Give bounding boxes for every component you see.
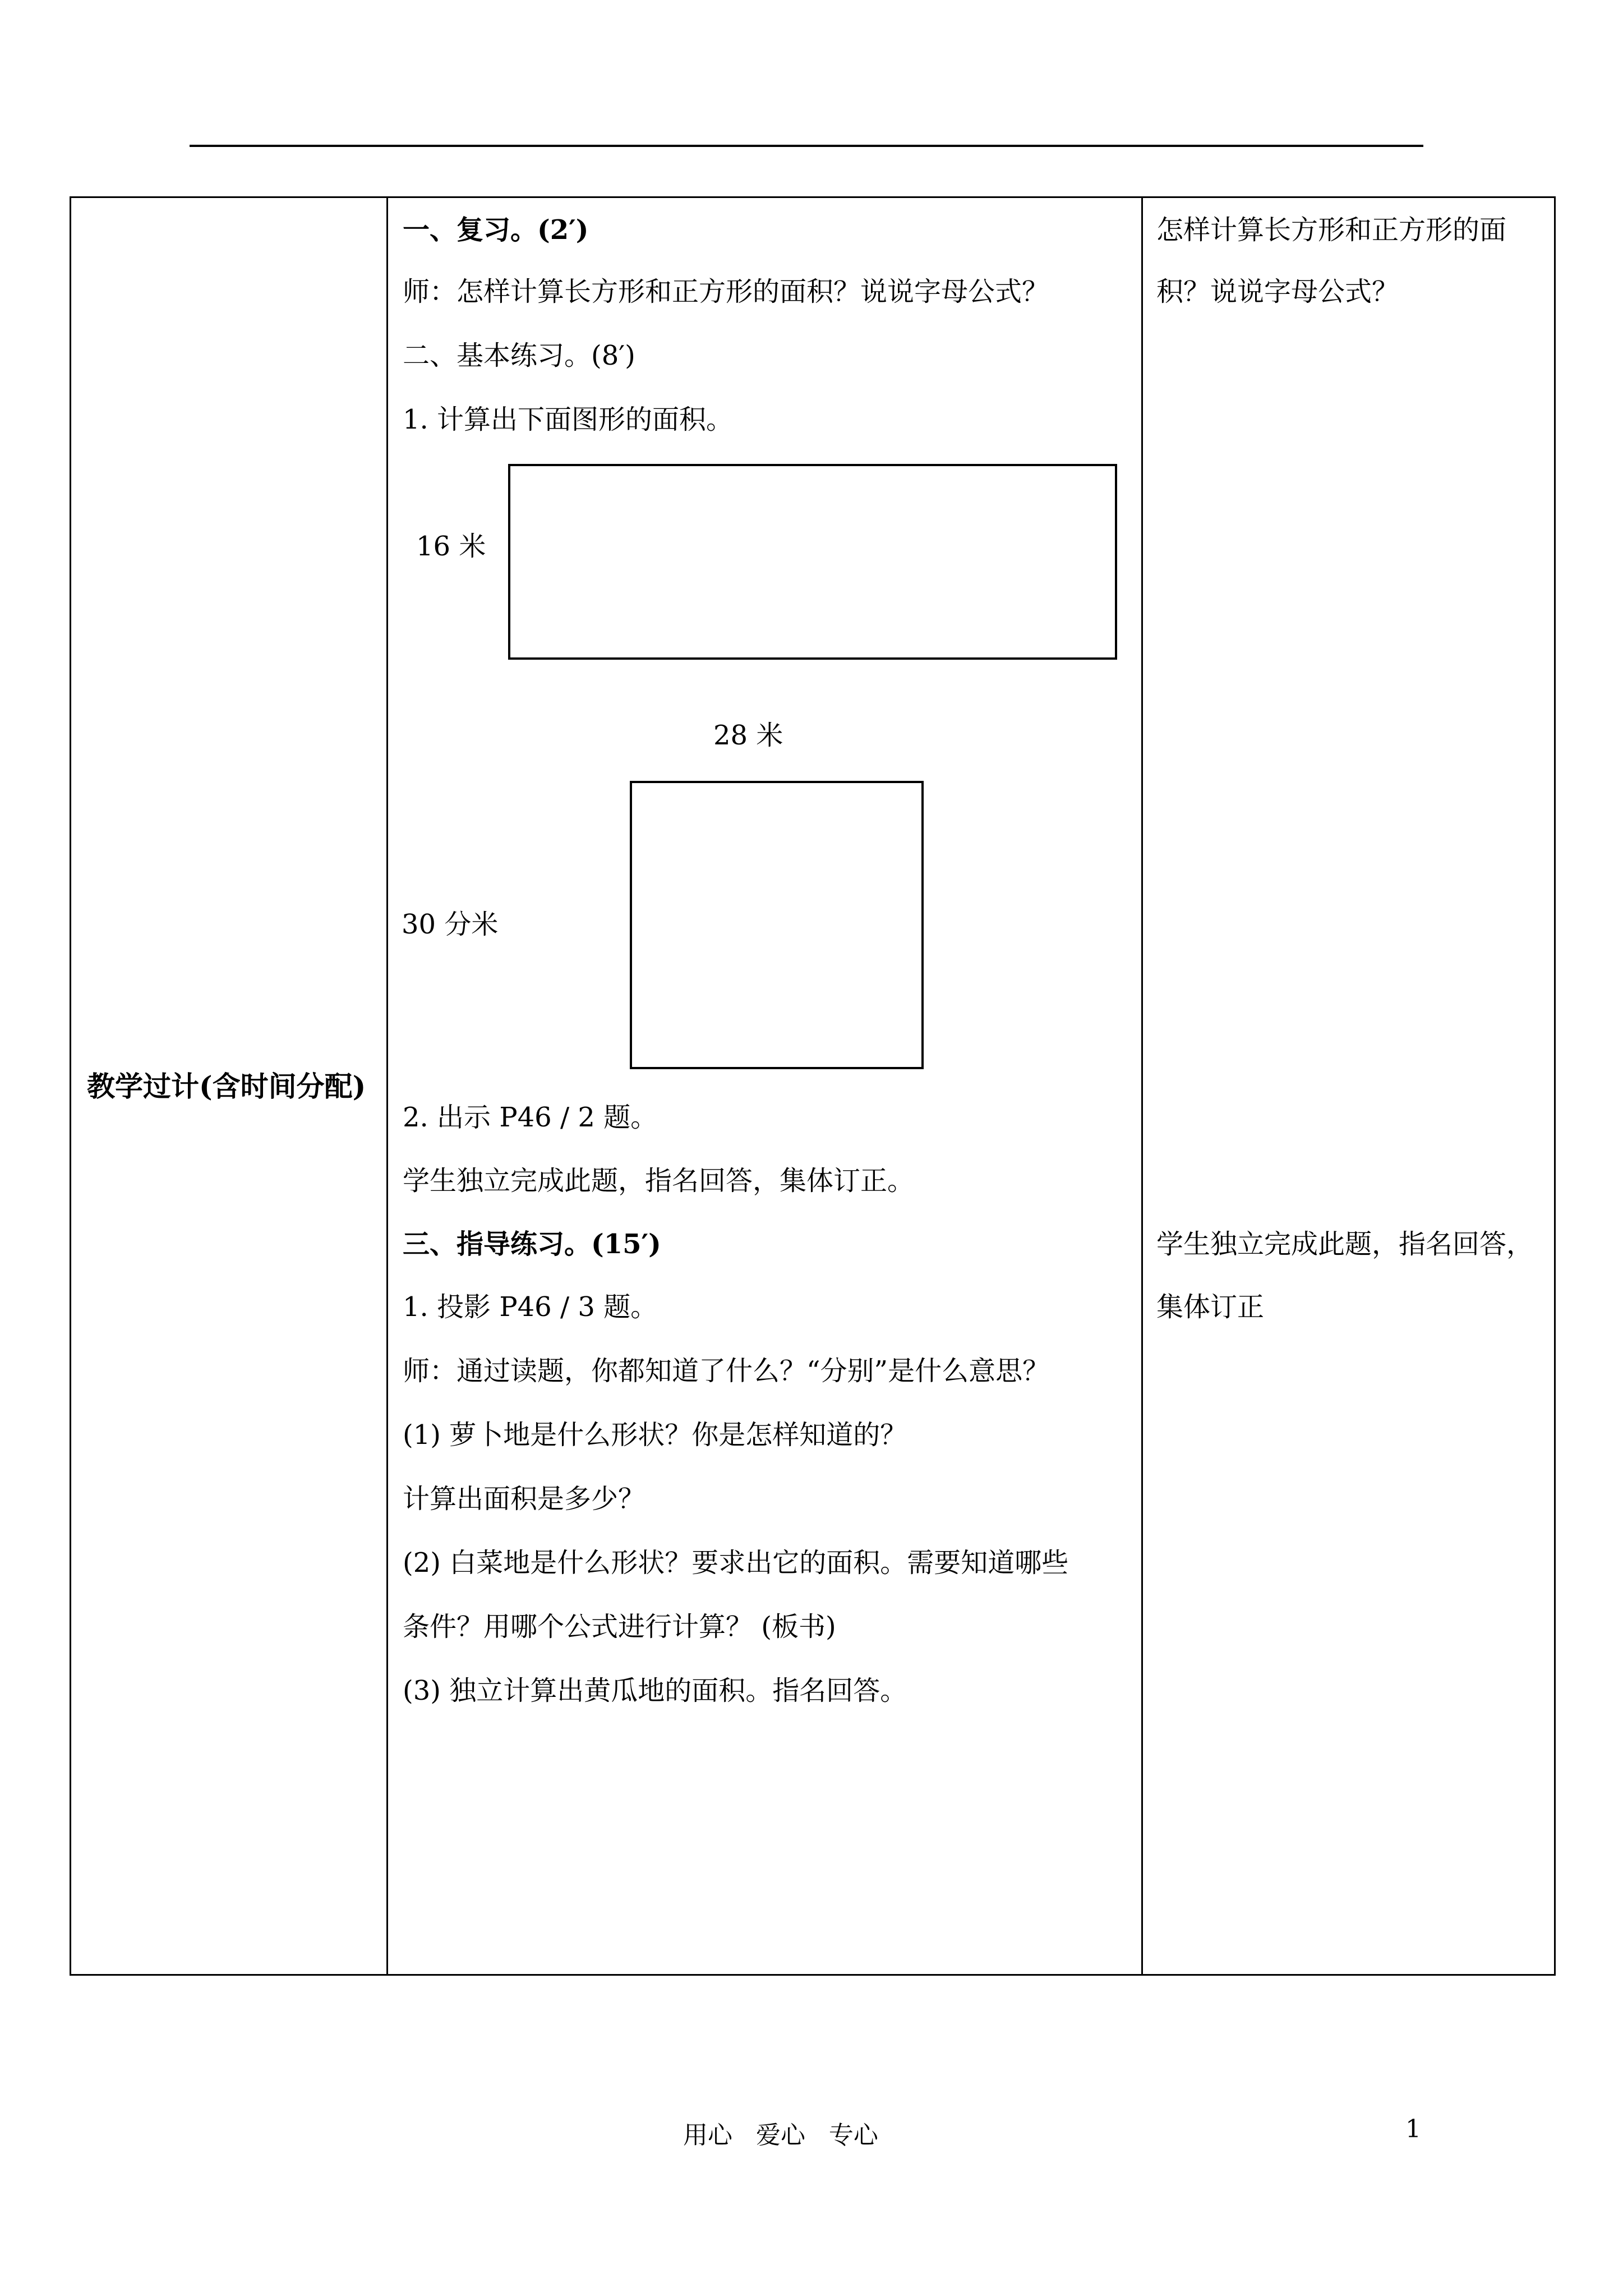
guided-item-1: 1. 投影 P46 / 3 题。 bbox=[403, 1291, 658, 1323]
practice-item-1: 1. 计算出下面图形的面积。 bbox=[403, 404, 734, 435]
guided-sub-2: (2) 白菜地是什么形状？要求出它的面积。需要知道哪些 bbox=[403, 1547, 1069, 1579]
section-label: 教学过计(含时间分配) bbox=[87, 1070, 366, 1103]
footer-motto: 用心 爱心 专心 bbox=[683, 2121, 878, 2150]
right-note-1a: 怎样计算长方形和正方形的面 bbox=[1156, 214, 1507, 246]
rectangle-figure bbox=[508, 464, 1117, 660]
guided-practice-heading: 三、指导练习。(15′) bbox=[403, 1228, 661, 1260]
guided-sub-3: (3) 独立计算出黄瓜地的面积。指名回答。 bbox=[403, 1675, 907, 1706]
column-divider-1 bbox=[386, 196, 388, 1976]
practice-item-2-note: 学生独立完成此题，指名回答，集体订正。 bbox=[403, 1165, 915, 1197]
rectangle-width-label: 28 米 bbox=[713, 720, 783, 751]
header-rule bbox=[190, 145, 1423, 147]
right-note-1b: 积？说说字母公式？ bbox=[1156, 276, 1399, 307]
right-note-2a: 学生独立完成此题，指名回答， bbox=[1156, 1228, 1534, 1260]
basic-practice-heading: 二、基本练习。(8′) bbox=[403, 340, 635, 371]
right-note-2b: 集体订正 bbox=[1156, 1291, 1265, 1323]
column-divider-2 bbox=[1141, 196, 1143, 1976]
rectangle-height-label: 16 米 bbox=[416, 531, 486, 562]
review-heading: 一、复习。(2′) bbox=[403, 214, 589, 246]
review-question: 师：怎样计算长方形和正方形的面积？说说字母公式？ bbox=[403, 276, 1049, 307]
guided-sub-2b: 条件？用哪个公式进行计算？ (板书) bbox=[403, 1611, 836, 1642]
guided-sub-1: (1) 萝卜地是什么形状？你是怎样知道的？ bbox=[403, 1419, 907, 1451]
page-number: 1 bbox=[1405, 2115, 1421, 2143]
square-figure bbox=[630, 781, 924, 1069]
guided-sub-1b: 计算出面积是多少？ bbox=[403, 1483, 645, 1515]
square-side-label: 30 分米 bbox=[402, 909, 499, 940]
guided-question: 师：通过读题，你都知道了什么？“分别”是什么意思？ bbox=[403, 1355, 1050, 1387]
practice-item-2: 2. 出示 P46 / 2 题。 bbox=[403, 1102, 658, 1133]
